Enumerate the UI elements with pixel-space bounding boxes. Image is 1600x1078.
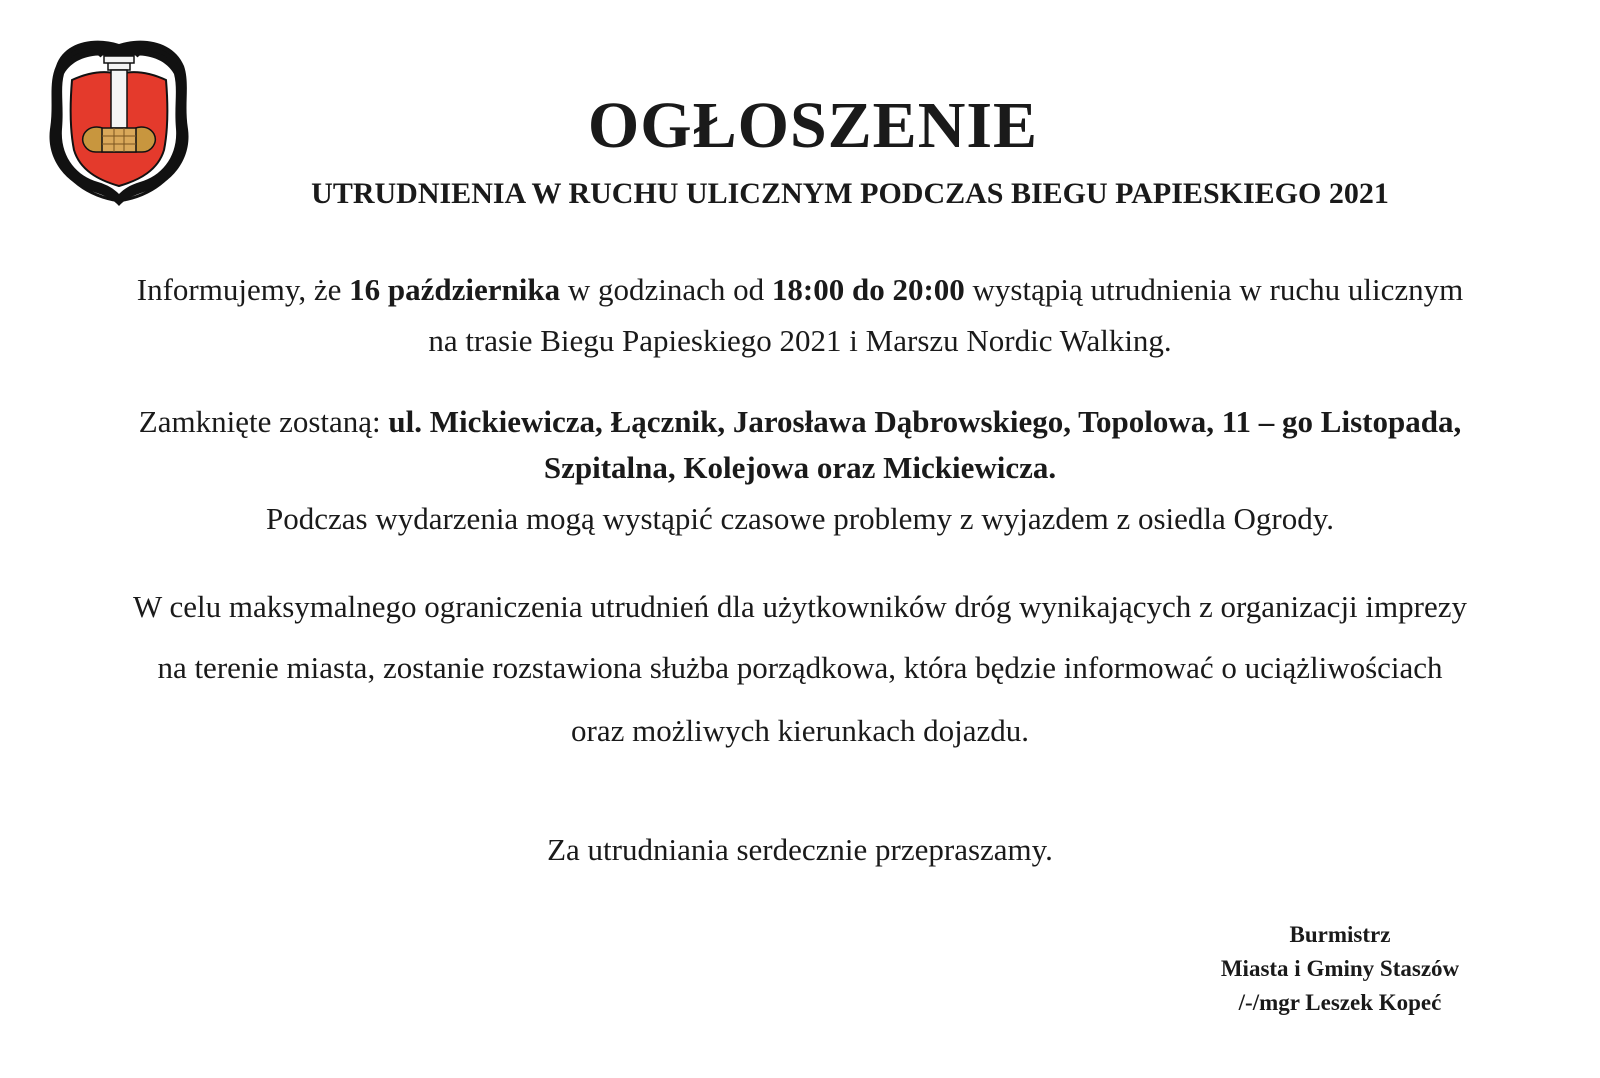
time-highlight: 18:00 do 20:00 <box>771 272 965 307</box>
text-segment: w godzinach od <box>560 272 772 307</box>
signature-name: /-/mgr Leszek Kopeć <box>1238 990 1442 1015</box>
page-subtitle: UTRUDNIENIA W RUCHU ULICZNYM PODCZAS BIEGU PAPIESKIEGO 2021 <box>311 177 1389 210</box>
closed-streets-label: Zamknięte zostaną: <box>138 404 389 439</box>
closed-streets-line-1 <box>0 402 1600 442</box>
text-segment: Informujemy, że <box>136 272 350 307</box>
closed-streets-list-cont: Szpitalna, Kolejowa oraz Mickiewicza. <box>543 450 1057 485</box>
ogrody-warning: Podczas wydarzenia mogą wystąpić czasowe problemy z wyjazdem z osiedla Ogrody. <box>266 501 1334 536</box>
info-line-1: W celu maksymalnego ograniczenia utrudnień dla użytkowników dróg wynikających z organizacji imprezy <box>133 589 1467 624</box>
announcement-line-1 <box>0 270 1600 310</box>
signature-office: Miasta i Gminy Staszów <box>1220 956 1460 981</box>
text-segment: wystąpią utrudnienia w ruchu ulicznym <box>964 272 1464 307</box>
page-title: OGŁOSZENIE <box>587 89 1039 162</box>
closed-streets-line-2 <box>0 448 1600 488</box>
closed-streets-list: ul. Mickiewicza, Łącznik, Jarosława Dąbrowskiego, Topolowa, 11 – go Listopada, <box>388 404 1462 439</box>
signature-block <box>1180 918 1500 1020</box>
date-highlight: 16 października <box>349 272 561 307</box>
apology-line: Za utrudniania serdecznie przepraszamy. <box>547 832 1053 867</box>
info-line-2: na terenie miasta, zostanie rozstawiona służba porządkowa, która będzie informować o uciążliwościach <box>157 650 1443 685</box>
info-line-3: oraz możliwych kierunkach dojazdu. <box>571 713 1029 748</box>
announcement-line-2: na trasie Biegu Papieskiego 2021 i Marszu Nordic Walking. <box>428 323 1172 358</box>
signature-role: Burmistrz <box>1289 922 1391 947</box>
